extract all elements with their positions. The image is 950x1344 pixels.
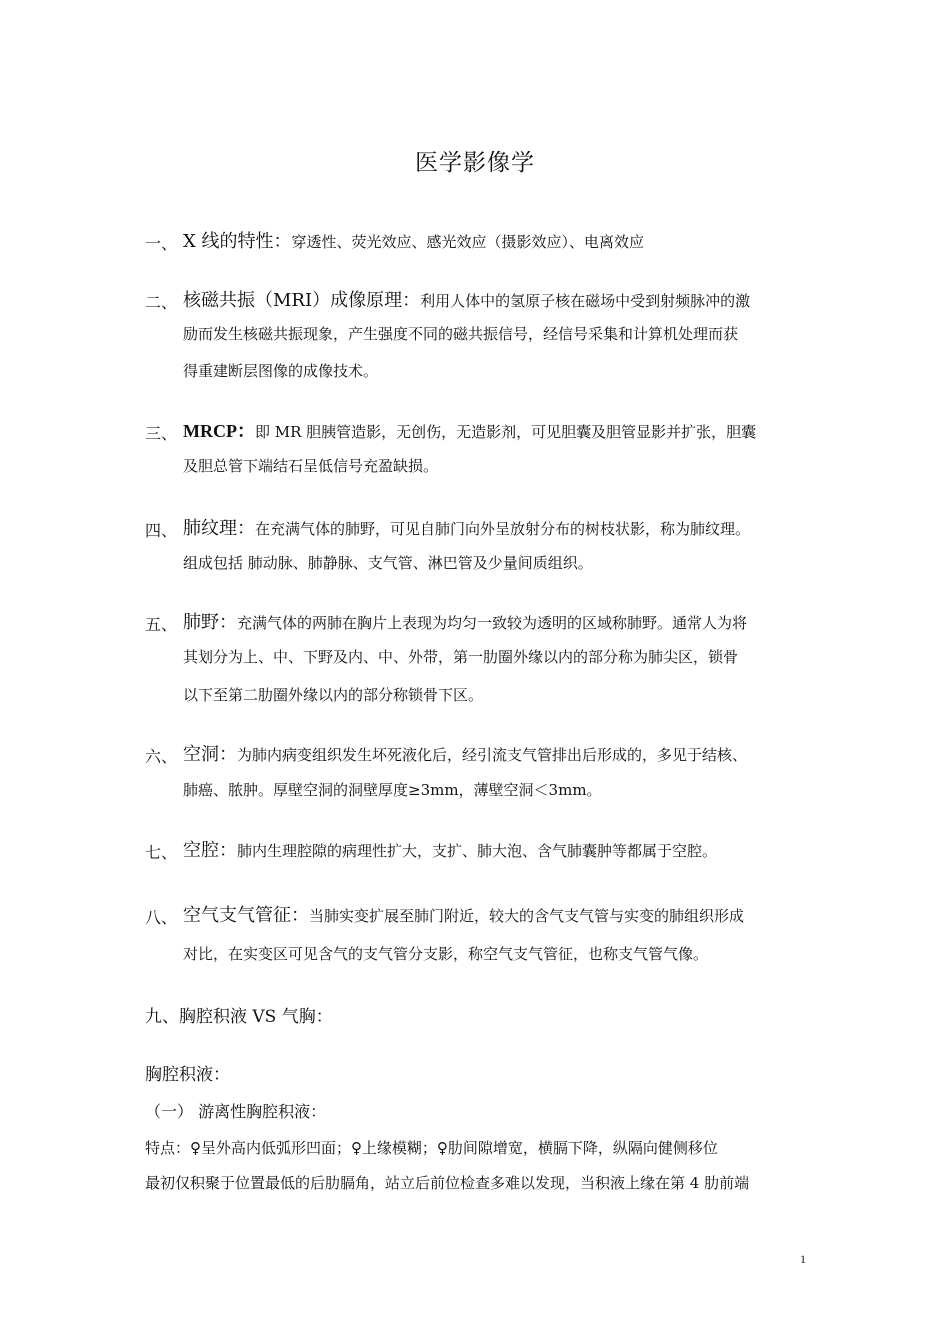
- item-text: 利用人体中的氢原子核在磁场中受到射频脉冲的激: [420, 292, 751, 310]
- item-term: [183, 421, 255, 442]
- item-first-line: [183, 836, 717, 862]
- item-term: 空洞：: [183, 744, 237, 765]
- item-first-line: [183, 740, 747, 766]
- item-number: 八、: [145, 908, 178, 927]
- item-first-line: [183, 417, 756, 443]
- item-text-line: 其划分为上、中、下野及内、中、外带，第一肋圈外缘以内的部分称为肺尖区，锁骨: [183, 648, 739, 666]
- item-number: 三、: [145, 424, 178, 443]
- body-text-line: 最初仅积聚于位置最低的后肋膈角，站立后前位检查多难以发现，当积液上缘在第 4 肋前端: [145, 1174, 750, 1192]
- features-line: 特点：♀呈外高内低弧形凹面；♀上缘模糊；♀肋间隙增宽，横膈下降，纵隔向健侧移位: [145, 1139, 718, 1157]
- item-text: 充满气体的两肺在胸片上表现为均匀一致较为透明的区域称肺野。通常人为将: [237, 614, 748, 632]
- item-text: 穿透性、荧光效应、感光效应（摄影效应）、电离效应: [291, 233, 645, 251]
- item-number: 四、: [145, 521, 178, 540]
- item-first-line: [183, 901, 744, 927]
- page-number: 1: [800, 1252, 806, 1266]
- item-text: 即 MR 胆胰管造影，无创伤，无造影剂，可见胆囊及胆管显影并扩张，胆囊: [254, 423, 757, 441]
- item-text-line: 对比，在实变区可见含气的支气管分支影，称空气支气管征，也称支气管气像。: [183, 945, 709, 963]
- free-effusion-subitem: （一） 游离性胸腔积液：: [145, 1102, 327, 1121]
- item-text: 为肺内病变组织发生坏死液化后，经引流支气管排出后形成的，多见于结核、: [237, 746, 748, 764]
- item-term: 肺纹理：: [183, 518, 255, 539]
- item-text: 当肺实变扩展至肺门附近，较大的含气支气管与实变的肺组织形成: [309, 907, 745, 925]
- item-term: 核磁共振（MRI）成像原理：: [183, 290, 421, 311]
- item-number: 二、: [145, 293, 178, 312]
- item-first-line: [183, 514, 750, 540]
- item-text-line: 肺癌、脓肿。厚壁空洞的洞壁厚度≥3mm，薄壁空洞＜3mm。: [183, 781, 602, 799]
- item-number: 一、: [145, 234, 178, 253]
- item-number: 七、: [145, 843, 178, 862]
- item-first-line: [183, 227, 644, 253]
- item-text: 在充满气体的肺野，可见自肺门向外呈放射分布的树枝状影，称为肺纹理。: [255, 520, 751, 538]
- section-nine-heading-text: 九、胸腔积液 VS 气胸：: [145, 1007, 333, 1027]
- item-term: 空腔：: [183, 840, 237, 861]
- pleural-effusion-subheading: 胸腔积液：: [145, 1065, 230, 1085]
- page-title: 医学影像学: [415, 150, 535, 176]
- item-text-line: 得重建断层图像的成像技术。: [183, 362, 379, 380]
- item-text-line: 励而发生核磁共振现象，产生强度不同的磁共振信号，经信号采集和计算机处理而获: [183, 325, 739, 343]
- item-text-line: 及胆总管下端结石呈低信号充盈缺损。: [183, 457, 439, 475]
- item-first-line: [183, 286, 750, 312]
- item-term: 空气支气管征：: [183, 905, 309, 926]
- item-text-line: 以下至第二肋圈外缘以内的部分称锁骨下区。: [183, 686, 484, 704]
- item-term-bold: MRCP：: [183, 421, 255, 441]
- item-number: 六、: [145, 747, 178, 766]
- item-first-line: [183, 608, 747, 634]
- section-nine-heading: [145, 1002, 333, 1027]
- item-text-line: 组成包括 肺动脉、肺静脉、支气管、淋巴管及少量间质组织。: [183, 554, 593, 572]
- item-term: X 线的特性：: [183, 231, 292, 252]
- item-number: 五、: [145, 615, 178, 634]
- item-text: 肺内生理腔隙的病理性扩大，支扩、肺大泡、含气肺囊肿等都属于空腔。: [237, 842, 718, 860]
- item-term: 肺野：: [183, 612, 237, 633]
